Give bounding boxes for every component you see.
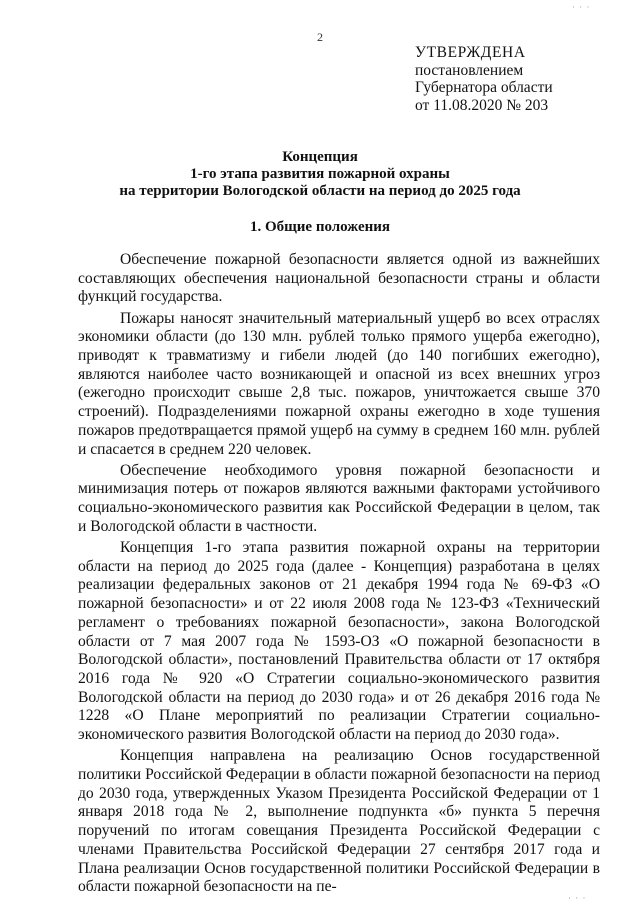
paragraph: Пожары наносят значительный материальный ущерб во всех отраслях экономики области (до 130 млн. рублей только прямого ущерба ежегодно), приводят к травматизму и гибели людей (до 140 погибших ежегодно), являются наиболее часто возникающей и опасной из всех внешних угроз (ежегодно происходит свыше 2,8 тыс. пожаров, уничтожается свыше 370 строений). Подразделениями пожарной охраны ежегодно в ходе тушения пожаров предотвращается прямой ущерб на сумму в среднем 160 млн. рублей и спасается в среднем 220 человек. <box>78 309 600 458</box>
page-number: 2 <box>317 30 323 44</box>
approval-line: постановлением <box>415 61 524 79</box>
paragraph: Обеспечение пожарной безопасности является одной из важнейших составляющих обеспечения национальной безопасности страны и области функций государства. <box>78 251 600 306</box>
approval-block <box>415 44 553 114</box>
paragraph: Концепция направлена на реализацию Основ государственной политики Российской Федерации в области пожарной безопасности на период до 2030 года, утвержденных Указом Президента Российской Федерации от 1 января 2018 года № 2, выполнение подпункта «б» пункта 5 перечня поручений по итогам совещания Президента Российской Федерации с членами Правительства Российской Федерации 27 сентября 2017 года и Плана реализации Основ государственной политики Российской Федерации в области пожарной безопасности на пе- <box>78 747 600 896</box>
approval-stamp: УТВЕРЖДЕНА <box>415 44 526 61</box>
paragraph: Обеспечение необходимого уровня пожарной безопасности и минимизация потерь от пожаров являются важными факторами устойчивого социально-экономического развития как Российской Федерации в целом, так и Вологодской области в частности. <box>78 461 600 535</box>
document-title <box>0 149 640 200</box>
title-line: Концепция <box>282 149 358 165</box>
scan-mark: · · · <box>568 893 587 903</box>
section-heading: 1. Общие положения <box>249 219 391 235</box>
approval-line: от 11.08.2020 № 203 <box>415 96 549 114</box>
scan-mark: · · · <box>572 2 591 12</box>
approval-line: Губернатора области <box>415 79 553 96</box>
paragraph: Концепция 1-го этапа развития пожарной охраны на территории области на период до 2025 года (далее - Концепция) разработана в целях реализации федеральных законов от 21 декабря 1994 года № 69-ФЗ «О пожарной безопасности» и от 22 июля 2008 года № 123-ФЗ «Технический регламент о требованиях пожарной безопасности», закона Вологодской области от 7 мая 2007 года № 1593-ОЗ «О пожарной безопасности в Вологодской области», постановлений Правительства области от 17 октября 2016 года № 920 «О Стратегии социально-экономического развития Вологодской области на период до 2030 года» и от 26 декабря 2016 года № 1228 «О Плане мероприятий по реализации Стратегии социально-экономического развития Вологодской области на период до 2030 года». <box>78 539 600 744</box>
title-line: на территории Вологодской области на период до 2025 года <box>119 183 521 199</box>
body-text <box>78 251 600 899</box>
title-line: 1-го этапа развития пожарной охраны <box>190 166 450 182</box>
